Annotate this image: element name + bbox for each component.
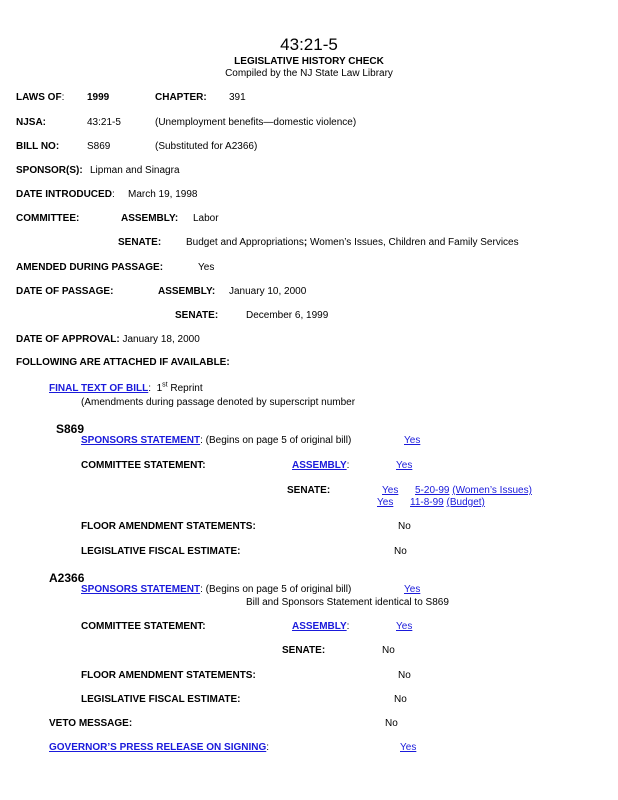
a2366-fiscal-label: LEGISLATIVE FISCAL ESTIMATE: <box>81 694 241 705</box>
njsa-label: NJSA: <box>16 117 47 128</box>
final-text-link[interactable]: FINAL TEXT OF BILL <box>49 383 149 394</box>
passage-senate-value: December 6, 1999 <box>246 310 329 321</box>
s869-assembly-colon: : <box>346 460 350 471</box>
a2366-identical-note: Bill and Sponsors Statement identical to S869 <box>246 597 449 608</box>
s869-assembly-row <box>292 461 349 471</box>
bill-no-label: BILL NO: <box>16 141 60 152</box>
chapter-label: CHAPTER: <box>155 92 207 103</box>
a2366-assembly-colon: : <box>346 621 350 632</box>
committee-senate-value <box>186 238 519 248</box>
committee-senate-label: SENATE: <box>118 237 162 248</box>
s869-floor-label: FLOOR AMENDMENT STATEMENTS: <box>81 521 256 532</box>
s869-heading: S869 <box>56 422 85 436</box>
final-text-value-sup: st <box>162 381 168 389</box>
date-introduced-colon: : <box>111 189 115 200</box>
bill-no-note: (Substituted for A2366) <box>155 141 258 152</box>
s869-sponsors-link[interactable]: SPONSORS STATEMENT <box>81 435 201 446</box>
date-of-approval-label: DATE OF APPROVAL: <box>16 334 120 345</box>
following-label: FOLLOWING ARE ATTACHED IF AVAILABLE: <box>16 357 230 368</box>
laws-of-colon: : <box>61 92 65 103</box>
committee-assembly-label: ASSEMBLY: <box>121 213 179 224</box>
governor-colon: : <box>266 742 270 753</box>
veto-label: VETO MESSAGE: <box>49 718 133 729</box>
s869-senate-row-2 <box>410 498 485 508</box>
s869-sponsors-note: : (Begins on page 5 of original bill) <box>200 435 352 446</box>
s869-assembly-value[interactable]: Yes <box>396 460 413 471</box>
a2366-senate-label: SENATE: <box>282 645 326 656</box>
passage-assembly-value: January 10, 2000 <box>229 286 307 297</box>
a2366-floor-value: No <box>398 670 411 681</box>
committee-label: COMMITTEE: <box>16 213 80 224</box>
a2366-sponsors-note: : (Begins on page 5 of original bill) <box>200 584 352 595</box>
a2366-sponsors-link[interactable]: SPONSORS STATEMENT <box>81 584 201 595</box>
sponsors-label: SPONSOR(S): <box>16 165 83 176</box>
s869-senate-yes-2[interactable]: Yes <box>377 497 394 508</box>
committee-senate-value-b: Women’s Issues, Children and Family Services <box>307 237 519 248</box>
a2366-floor-label: FLOOR AMENDMENT STATEMENTS: <box>81 670 256 681</box>
final-text-colon: : <box>148 383 152 394</box>
s869-committee-label: COMMITTEE STATEMENT: <box>81 460 206 471</box>
a2366-sponsors-row <box>81 585 351 595</box>
veto-value: No <box>385 718 398 729</box>
page-title: 43:21-5 <box>280 35 338 54</box>
committee-senate-value-a: Budget and Appropriations <box>186 237 304 248</box>
laws-of-value: 1999 <box>87 92 110 103</box>
final-text-value-num: 1 <box>156 383 163 394</box>
s869-senate-desc-2[interactable]: (Budget) <box>446 497 485 508</box>
a2366-assembly-value[interactable]: Yes <box>396 621 413 632</box>
date-of-approval <box>16 335 200 345</box>
s869-senate-yes-1[interactable]: Yes <box>382 485 399 496</box>
final-text-row <box>49 381 203 394</box>
s869-fiscal-value: No <box>394 546 407 557</box>
sponsors-value: Lipman and Sinagra <box>90 165 180 176</box>
s869-sponsors-value[interactable]: Yes <box>404 435 421 446</box>
date-introduced-label: DATE INTRODUCED <box>16 189 112 200</box>
governor-value[interactable]: Yes <box>400 742 417 753</box>
njsa-value: 43:21-5 <box>87 117 121 128</box>
s869-assembly-link[interactable]: ASSEMBLY <box>292 460 347 471</box>
laws-of-label: LAWS OF <box>16 92 62 103</box>
committee-senate-sep: ; <box>303 237 308 248</box>
page-subtitle: LEGISLATIVE HISTORY CHECK <box>234 56 384 67</box>
s869-senate-label: SENATE: <box>287 485 331 496</box>
final-text-note: (Amendments during passage denoted by superscript number <box>81 397 356 408</box>
final-text-value-rest: Reprint <box>167 383 203 394</box>
a2366-sponsors-value[interactable]: Yes <box>404 584 421 595</box>
s869-sponsors-row <box>81 436 351 446</box>
a2366-assembly-row <box>292 622 349 632</box>
final-text-value <box>157 383 203 394</box>
a2366-heading: A2366 <box>49 571 85 585</box>
s869-senate-date-2[interactable]: 11-8-99 <box>410 497 444 508</box>
chapter-value: 391 <box>229 92 246 103</box>
passage-senate-label: SENATE: <box>175 310 219 321</box>
njsa-description: (Unemployment benefits—domestic violence) <box>155 117 357 128</box>
laws-of-label-group <box>16 93 64 103</box>
s869-senate-date-1[interactable]: 5-20-99 <box>415 485 450 496</box>
committee-assembly-value: Labor <box>193 213 219 224</box>
amended-label: AMENDED DURING PASSAGE: <box>16 262 164 273</box>
s869-fiscal-label: LEGISLATIVE FISCAL ESTIMATE: <box>81 546 241 557</box>
compiled-by: Compiled by the NJ State Law Library <box>225 68 393 79</box>
date-of-passage-label: DATE OF PASSAGE: <box>16 286 114 297</box>
governor-link[interactable]: GOVERNOR’S PRESS RELEASE ON SIGNING <box>49 742 267 753</box>
amended-value: Yes <box>198 262 215 273</box>
a2366-fiscal-value: No <box>394 694 407 705</box>
bill-no-value: S869 <box>87 141 111 152</box>
a2366-assembly-link[interactable]: ASSEMBLY <box>292 621 347 632</box>
s869-senate-row-1 <box>415 486 532 496</box>
date-introduced-value: March 19, 1998 <box>128 189 198 200</box>
passage-assembly-label: ASSEMBLY: <box>158 286 216 297</box>
date-introduced-label-group <box>16 190 115 200</box>
s869-senate-desc-1[interactable]: (Women’s Issues) <box>452 485 532 496</box>
date-of-approval-value: January 18, 2000 <box>122 334 200 345</box>
a2366-senate-value: No <box>382 645 395 656</box>
governor-row <box>49 743 269 753</box>
a2366-committee-label: COMMITTEE STATEMENT: <box>81 621 206 632</box>
s869-floor-value: No <box>398 521 411 532</box>
